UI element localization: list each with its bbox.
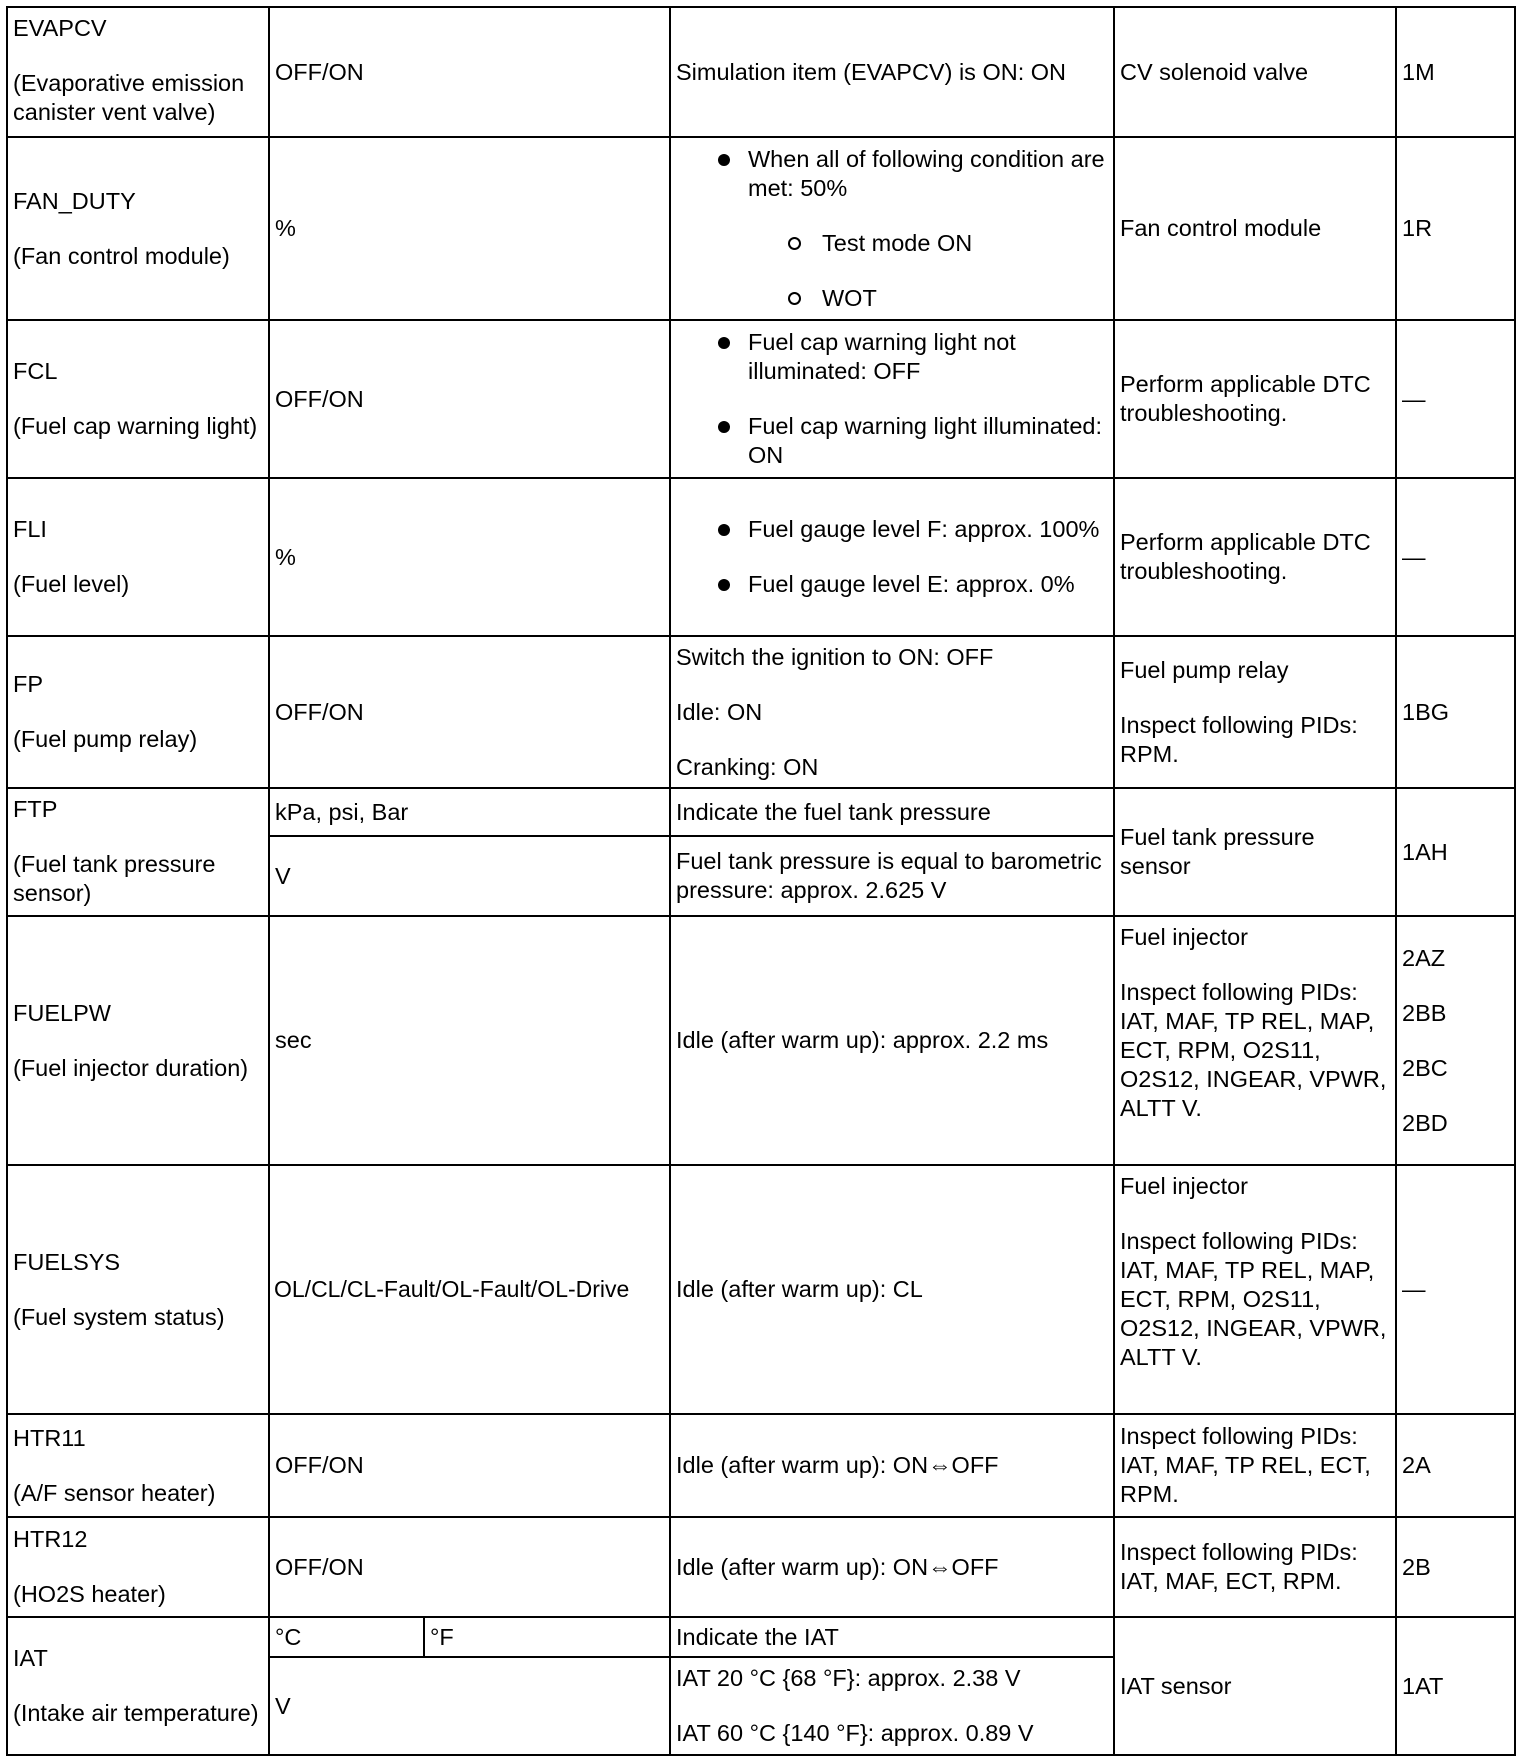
terminal-cell: 1R	[1396, 137, 1515, 320]
pid-name: HTR11	[13, 1424, 86, 1451]
condition-cell	[670, 636, 1114, 788]
table-row-htr12	[7, 1517, 1515, 1617]
table-row-fp	[7, 636, 1515, 788]
pid-description: (Fuel level)	[13, 571, 130, 597]
action-text: Inspect following PIDs: IAT, MAF, TP REL, MAP, ECT, RPM, O2S11, O2S12, INGEAR, VPWR, ALTT V.	[1120, 979, 1387, 1121]
list-item	[788, 284, 1108, 313]
pid-description: (A/F sensor heater)	[13, 1479, 216, 1506]
sub-condition-text: Test mode ON	[822, 229, 973, 256]
condition-list	[676, 145, 1108, 313]
condition-cell: Idle (after warm up): ON⇔OFF	[670, 1517, 1114, 1617]
pid-name: FLI	[13, 516, 47, 542]
condition-cell: Idle (after warm up): ON⇔OFF	[670, 1414, 1114, 1517]
pid-description: (Intake air temperature)	[13, 1700, 259, 1726]
bullet-icon	[718, 154, 730, 166]
pid-description: (Fuel tank pressure sensor)	[13, 851, 216, 906]
condition-text: Fuel cap warning light illuminated: ON	[748, 413, 1102, 468]
bullet-icon	[718, 524, 730, 536]
condition-text: Switch the ignition to ON: OFF	[676, 643, 994, 670]
pid-description: (Fuel cap warning light)	[13, 413, 258, 439]
condition-list	[676, 328, 1108, 470]
action-cell	[1114, 636, 1396, 788]
pid-name-cell	[7, 636, 269, 788]
action-text: Fuel pump relay	[1120, 656, 1289, 683]
terminal-cell: —	[1396, 478, 1515, 636]
unit-cell: OFF/ON	[269, 320, 670, 478]
action-cell: CV solenoid valve	[1114, 7, 1396, 137]
list-item	[718, 570, 1108, 599]
condition-text: IAT 60 °C {140 °F}: approx. 0.89 V	[676, 1720, 1034, 1746]
pid-description: (Fan control module)	[13, 242, 230, 269]
pid-name-cell	[7, 1414, 269, 1517]
action-text: Fuel injector	[1120, 1173, 1248, 1199]
condition-text: IAT 20 °C {68 °F}: approx. 2.38 V	[676, 1665, 1021, 1691]
action-cell: Inspect following PIDs: IAT, MAF, ECT, RPM.	[1114, 1517, 1396, 1617]
bullet-icon	[718, 421, 730, 433]
list-item	[718, 412, 1108, 470]
list-item	[718, 515, 1108, 544]
pid-name: HTR12	[13, 1526, 88, 1552]
pid-name-cell	[7, 916, 269, 1165]
unit-cell: OFF/ON	[269, 7, 670, 137]
action-cell: Fuel tank pressure sensor	[1114, 788, 1396, 916]
list-item	[718, 328, 1108, 386]
table-row-htr11	[7, 1414, 1515, 1517]
ring-bullet-icon	[788, 292, 801, 305]
pid-name-cell	[7, 478, 269, 636]
terminal-cell: —	[1396, 320, 1515, 478]
condition-cell: Indicate the fuel tank pressure	[670, 788, 1114, 836]
condition-text: Fuel cap warning light not illuminated: OFF	[748, 329, 1016, 384]
pid-name: FUELPW	[13, 999, 111, 1026]
condition-text: Idle: ON	[676, 698, 763, 725]
bullet-icon	[718, 337, 730, 349]
condition-list	[676, 515, 1108, 599]
unit-cell: %	[269, 478, 670, 636]
unit-cell: OFF/ON	[269, 1414, 670, 1517]
terminal-cell: 2A	[1396, 1414, 1515, 1517]
pid-description: (Fuel pump relay)	[13, 726, 198, 752]
unit-cell: kPa, psi, Bar	[269, 788, 670, 836]
action-text: Inspect following PIDs: RPM.	[1120, 711, 1358, 767]
terminal-text: 2AZ	[1402, 944, 1446, 971]
action-text: Fuel injector	[1120, 924, 1248, 950]
table-row-evapcv	[7, 7, 1515, 137]
table-row-ftp	[7, 788, 1515, 836]
unit-cell: sec	[269, 916, 670, 1165]
pid-name: EVAPCV	[13, 15, 107, 41]
condition-cell: Indicate the IAT	[670, 1617, 1114, 1657]
list-item	[718, 145, 1108, 313]
pid-description: (Evaporative emission canister vent valve)	[13, 70, 245, 125]
pid-name: FP	[13, 671, 44, 697]
table-row-fcl	[7, 320, 1515, 478]
terminal-cell	[1396, 916, 1515, 1165]
terminal-cell: 1AH	[1396, 788, 1515, 916]
unit-cell-fahrenheit: °F	[424, 1617, 670, 1657]
table-row-iat	[7, 1617, 1515, 1657]
pid-description: (Fuel injector duration)	[13, 1054, 249, 1081]
pid-table	[6, 6, 1516, 1756]
unit-cell: OL/CL/CL-Fault/OL-Fault/OL-Drive	[269, 1165, 670, 1414]
terminal-cell: 1AT	[1396, 1617, 1515, 1755]
terminal-cell: 2B	[1396, 1517, 1515, 1617]
terminal-cell: 1BG	[1396, 636, 1515, 788]
pid-name-cell	[7, 788, 269, 916]
action-cell	[1114, 916, 1396, 1165]
unit-cell: V	[269, 1657, 670, 1755]
condition-cell: Simulation item (EVAPCV) is ON: ON	[670, 7, 1114, 137]
condition-cell: Idle (after warm up): approx. 2.2 ms	[670, 916, 1114, 1165]
action-cell: Perform applicable DTC troubleshooting.	[1114, 320, 1396, 478]
table-row-fan-duty	[7, 137, 1515, 320]
condition-text: Fuel gauge level F: approx. 100%	[748, 516, 1100, 542]
sub-condition-list	[748, 229, 1108, 313]
unit-cell: OFF/ON	[269, 636, 670, 788]
pid-description: (HO2S heater)	[13, 1581, 166, 1607]
pid-name: FUELSYS	[13, 1248, 121, 1275]
pid-name: FTP	[13, 796, 58, 822]
terminal-cell: —	[1396, 1165, 1515, 1414]
condition-cell: Idle (after warm up): CL	[670, 1165, 1114, 1414]
unit-cell: V	[269, 836, 670, 916]
condition-cell	[670, 137, 1114, 320]
condition-text: When all of following condition are met: 50%	[748, 145, 1105, 201]
pid-name-cell	[7, 1517, 269, 1617]
action-text: Inspect following PIDs: IAT, MAF, TP REL, MAP, ECT, RPM, O2S11, O2S12, INGEAR, VPWR, ALTT V.	[1120, 1228, 1387, 1370]
table-row-fuelpw	[7, 916, 1515, 1165]
condition-cell	[670, 320, 1114, 478]
action-cell: Fan control module	[1114, 137, 1396, 320]
terminal-text: 2BB	[1402, 999, 1447, 1026]
pid-name-cell	[7, 320, 269, 478]
pid-name-cell	[7, 137, 269, 320]
condition-cell	[670, 478, 1114, 636]
pid-name: IAT	[13, 1645, 48, 1671]
terminal-text: 2BC	[1402, 1054, 1448, 1081]
unit-cell-celsius: °C	[269, 1617, 424, 1657]
condition-cell: Fuel tank pressure is equal to barometric pressure: approx. 2.625 V	[670, 836, 1114, 916]
bullet-icon	[718, 579, 730, 591]
action-cell	[1114, 1165, 1396, 1414]
sub-condition-text: WOT	[822, 284, 877, 311]
terminal-cell: 1M	[1396, 7, 1515, 137]
pid-name-cell	[7, 1165, 269, 1414]
terminal-text: 2BD	[1402, 1109, 1448, 1136]
pid-name: FCL	[13, 358, 58, 384]
action-cell: Inspect following PIDs: IAT, MAF, TP REL, ECT, RPM.	[1114, 1414, 1396, 1517]
action-cell: IAT sensor	[1114, 1617, 1396, 1755]
ring-bullet-icon	[788, 237, 801, 250]
table-row-fuelsys	[7, 1165, 1515, 1414]
pid-name: FAN_DUTY	[13, 187, 136, 214]
pid-name-cell	[7, 7, 269, 137]
table-row-fli	[7, 478, 1515, 636]
action-cell: Perform applicable DTC troubleshooting.	[1114, 478, 1396, 636]
condition-text: Fuel gauge level E: approx. 0%	[748, 571, 1075, 597]
unit-cell: %	[269, 137, 670, 320]
condition-cell	[670, 1657, 1114, 1755]
pid-name-cell	[7, 1617, 269, 1755]
list-item	[788, 229, 1108, 258]
unit-cell: OFF/ON	[269, 1517, 670, 1617]
pid-description: (Fuel system status)	[13, 1303, 225, 1330]
condition-text: Cranking: ON	[676, 753, 819, 780]
